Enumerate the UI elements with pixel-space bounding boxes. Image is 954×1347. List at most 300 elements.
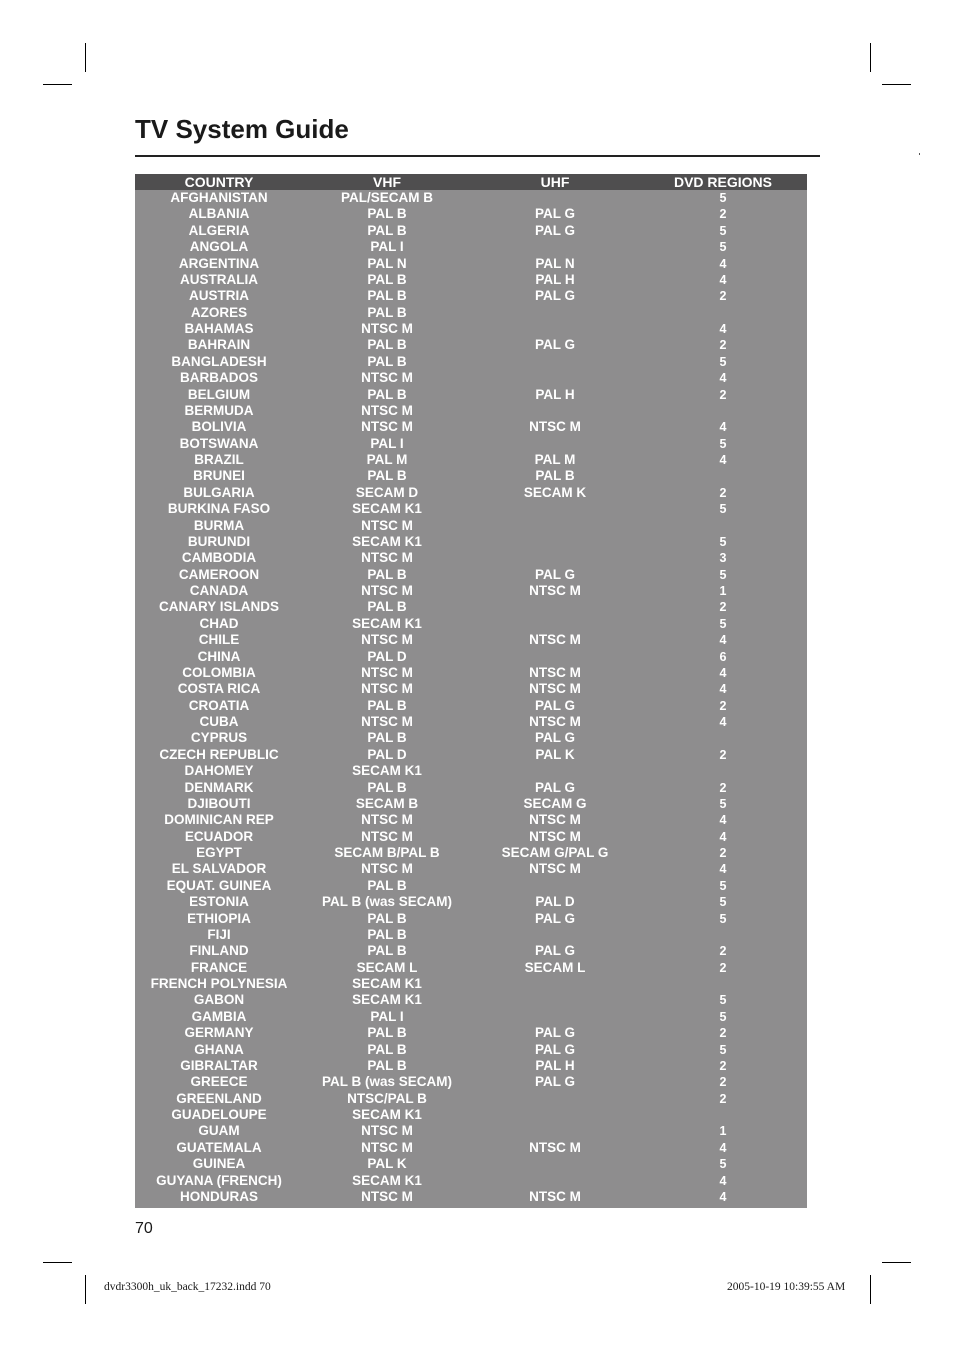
cell-vhf: NTSC M bbox=[361, 714, 413, 729]
cell-uhf bbox=[471, 1091, 639, 1107]
cell-dvd-region: 4 bbox=[719, 665, 727, 680]
cell-country: GUYANA (FRENCH) bbox=[156, 1172, 282, 1188]
cell-dvd-region: 2 bbox=[719, 600, 727, 615]
cell-country: DOMINICAN REP bbox=[164, 812, 274, 828]
cell-dvd-region: 5 bbox=[719, 796, 727, 811]
table-row bbox=[135, 190, 807, 206]
cell-dvd-region: 2 bbox=[719, 1026, 727, 1041]
cell-uhf: PAL H bbox=[535, 1057, 575, 1073]
table-row bbox=[135, 1009, 807, 1025]
cell-country: CHINA bbox=[197, 648, 241, 664]
cell-dvd-region: 4 bbox=[719, 682, 727, 697]
cell-country: BARBADOS bbox=[179, 370, 258, 386]
footer-timestamp: 2005-10-19 10:39:55 AM bbox=[727, 1281, 846, 1293]
cell-vhf: SECAM K1 bbox=[352, 1107, 422, 1122]
cell-vhf: PAL B bbox=[367, 877, 407, 893]
cell-uhf bbox=[471, 992, 639, 1008]
cell-country: AUSTRALIA bbox=[180, 271, 258, 287]
cell-vhf: PAL I bbox=[370, 435, 404, 451]
cell-vhf: NTSC M bbox=[361, 828, 413, 844]
cell-dvd-region: 2 bbox=[719, 338, 727, 353]
cell-dvd-region: 4 bbox=[719, 862, 727, 877]
cell-country: FRANCE bbox=[190, 959, 248, 975]
cell-dvd-region: 4 bbox=[719, 453, 727, 467]
page-number: 70 bbox=[135, 1220, 153, 1237]
table-row bbox=[135, 829, 807, 845]
cell-uhf bbox=[471, 354, 639, 370]
cell-country: BANGLADESH bbox=[171, 353, 267, 369]
cell-uhf bbox=[471, 1009, 639, 1025]
table-row bbox=[135, 534, 807, 550]
crop-mark-bottom-right-v bbox=[870, 1275, 871, 1304]
cell-vhf: PAL B bbox=[367, 697, 407, 713]
table-row bbox=[135, 305, 807, 321]
cell-country: GABON bbox=[193, 992, 245, 1008]
cell-uhf: PAL H bbox=[535, 271, 575, 287]
footer-file-name: dvdr3300h_uk_back_17232.indd 70 bbox=[104, 1281, 271, 1293]
cell-vhf: NTSC M bbox=[361, 664, 413, 680]
table-row bbox=[135, 468, 807, 484]
cell-dvd-region: 5 bbox=[719, 616, 727, 631]
cell-uhf bbox=[471, 550, 639, 566]
cell-vhf: NTSC M bbox=[361, 1139, 413, 1155]
cell-vhf: NTSC M bbox=[361, 550, 413, 566]
cell-uhf: PAL G bbox=[534, 337, 575, 353]
margin-tick bbox=[919, 153, 920, 155]
cell-vhf: PAL/SECAM B bbox=[340, 190, 433, 205]
crop-mark-top-left-v bbox=[85, 43, 86, 72]
cell-dvd-region: 5 bbox=[719, 895, 727, 910]
cell-country: DAHOMEY bbox=[184, 763, 254, 779]
cell-country: EQUAT. GUINEA bbox=[166, 877, 272, 893]
cell-uhf: PAL G bbox=[534, 943, 575, 959]
cell-country: ALGERIA bbox=[188, 222, 250, 238]
cell-country: BURKINA FASO bbox=[167, 501, 271, 517]
cell-dvd-region bbox=[639, 927, 807, 943]
cell-uhf: NTSC M bbox=[529, 681, 581, 697]
crop-mark-bottom-right-h bbox=[882, 1262, 911, 1263]
cell-uhf bbox=[471, 763, 639, 779]
cell-uhf: PAL B bbox=[535, 468, 575, 484]
cell-country: ANGOLA bbox=[189, 239, 249, 255]
table-row bbox=[135, 567, 807, 583]
cell-uhf: NTSC M bbox=[529, 1139, 581, 1155]
cell-dvd-region: 5 bbox=[719, 1042, 727, 1057]
cell-vhf: NTSC M bbox=[361, 812, 413, 828]
cell-vhf: PAL K bbox=[367, 1156, 407, 1172]
table-row bbox=[135, 812, 807, 828]
cell-uhf bbox=[471, 190, 639, 206]
table-body bbox=[135, 190, 807, 1205]
cell-vhf: NTSC M bbox=[361, 681, 413, 697]
cell-country: GREENLAND bbox=[176, 1090, 262, 1106]
cell-uhf bbox=[471, 878, 639, 894]
cell-country: BAHAMAS bbox=[184, 321, 254, 336]
cell-uhf: PAL K bbox=[535, 746, 575, 762]
cell-dvd-region: 4 bbox=[719, 420, 727, 435]
cell-vhf: PAL B bbox=[367, 468, 407, 484]
cell-country: FIJI bbox=[207, 926, 231, 942]
cell-vhf: SECAM B/PAL B bbox=[334, 845, 440, 860]
cell-country: CANARY ISLANDS bbox=[158, 599, 279, 615]
cell-dvd-region: 4 bbox=[719, 256, 727, 271]
table-row bbox=[135, 518, 807, 534]
cell-vhf: SECAM K1 bbox=[352, 976, 422, 991]
cell-dvd-region: 4 bbox=[719, 1140, 727, 1155]
table-row bbox=[135, 550, 807, 566]
cell-country: EGYPT bbox=[196, 845, 242, 860]
cell-uhf bbox=[471, 599, 639, 615]
cell-vhf: PAL B bbox=[367, 730, 407, 746]
cell-dvd-region: 5 bbox=[719, 911, 727, 926]
cell-country: CZECH REPUBLIC bbox=[159, 746, 279, 762]
table-row bbox=[135, 321, 807, 337]
cell-uhf: NTSC M bbox=[529, 419, 581, 435]
cell-dvd-region: 4 bbox=[719, 272, 727, 287]
cell-country: DENMARK bbox=[184, 779, 254, 795]
table-row bbox=[135, 1042, 807, 1058]
cell-uhf bbox=[471, 370, 639, 386]
cell-uhf: NTSC M bbox=[529, 812, 581, 828]
cell-vhf: NTSC M bbox=[361, 402, 413, 418]
cell-dvd-region: 5 bbox=[719, 1009, 727, 1024]
cell-vhf: PAL B (was SECAM) bbox=[321, 894, 453, 910]
table-row bbox=[135, 747, 807, 763]
cell-vhf: NTSC M bbox=[361, 370, 413, 386]
crop-mark-top-right-v bbox=[870, 43, 871, 72]
table-header bbox=[135, 174, 807, 190]
table-row bbox=[135, 665, 807, 681]
cell-dvd-region: 5 bbox=[719, 878, 727, 893]
cell-uhf: NTSC M bbox=[529, 664, 581, 680]
cell-dvd-region: 2 bbox=[719, 485, 727, 500]
cell-dvd-region bbox=[639, 763, 807, 779]
cell-vhf: NTSC M bbox=[361, 419, 413, 435]
cell-uhf bbox=[471, 534, 639, 550]
cell-country: BURMA bbox=[193, 517, 245, 533]
table-row bbox=[135, 1107, 807, 1123]
cell-country: DJIBOUTI bbox=[187, 795, 251, 811]
table-row bbox=[135, 272, 807, 288]
cell-country: GUATEMALA bbox=[176, 1139, 262, 1155]
cell-dvd-region: 2 bbox=[719, 780, 727, 795]
cell-dvd-region: 4 bbox=[719, 715, 727, 729]
cell-country: FRENCH POLYNESIA bbox=[150, 976, 288, 991]
cell-dvd-region bbox=[639, 518, 807, 534]
cell-vhf: PAL B bbox=[367, 943, 407, 959]
cell-uhf bbox=[471, 403, 639, 419]
cell-dvd-region: 3 bbox=[719, 551, 727, 566]
cell-dvd-region: 4 bbox=[719, 813, 727, 828]
header-country: COUNTRY bbox=[184, 174, 254, 190]
cell-uhf bbox=[471, 239, 639, 255]
cell-dvd-region: 2 bbox=[719, 698, 727, 713]
cell-vhf: PAL D bbox=[367, 746, 407, 762]
table-row bbox=[135, 370, 807, 386]
table-row bbox=[135, 485, 807, 501]
table-row bbox=[135, 1091, 807, 1107]
cell-country: FINLAND bbox=[189, 943, 249, 959]
cell-uhf bbox=[471, 927, 639, 943]
cell-uhf: NTSC M bbox=[529, 828, 581, 844]
cell-vhf: NTSC M bbox=[361, 632, 413, 648]
cell-country: BRAZIL bbox=[194, 452, 244, 467]
cell-uhf bbox=[471, 501, 639, 517]
cell-dvd-region bbox=[639, 305, 807, 321]
cell-uhf: SECAM G bbox=[523, 795, 587, 811]
crop-mark-bottom-left-h bbox=[43, 1262, 72, 1263]
cell-dvd-region: 5 bbox=[719, 993, 727, 1008]
cell-vhf: PAL I bbox=[370, 1008, 404, 1024]
tv-system-table bbox=[135, 174, 807, 1208]
cell-dvd-region bbox=[639, 403, 807, 419]
cell-country: GUINEA bbox=[192, 1156, 246, 1172]
title-rule bbox=[135, 155, 820, 157]
cell-uhf: PAL M bbox=[534, 452, 576, 467]
cell-uhf: PAL H bbox=[535, 386, 575, 402]
cell-vhf: PAL B bbox=[367, 926, 407, 942]
cell-country: AFGHANISTAN bbox=[170, 190, 268, 205]
cell-country: BAHRAIN bbox=[187, 337, 251, 353]
cell-dvd-region: 2 bbox=[719, 747, 727, 762]
cell-vhf: SECAM L bbox=[356, 959, 418, 975]
table-row bbox=[135, 861, 807, 877]
table-row bbox=[135, 763, 807, 779]
table-row bbox=[135, 730, 807, 746]
cell-dvd-region: 5 bbox=[719, 191, 727, 205]
table-row bbox=[135, 976, 807, 992]
cell-dvd-region: 2 bbox=[719, 1075, 727, 1090]
cell-dvd-region: 2 bbox=[719, 289, 727, 304]
cell-vhf: PAL B bbox=[367, 386, 407, 402]
page-title: TV System Guide bbox=[135, 114, 349, 144]
cell-dvd-region bbox=[639, 976, 807, 992]
cell-vhf: PAL B bbox=[367, 1041, 407, 1057]
cell-vhf: SECAM K1 bbox=[352, 533, 422, 549]
cell-uhf: NTSC M bbox=[529, 583, 581, 598]
cell-vhf: PAL B bbox=[367, 1025, 407, 1041]
cell-vhf: SECAM D bbox=[355, 484, 419, 500]
cell-country: CAMEROON bbox=[178, 566, 260, 582]
cell-country: CYPRUS bbox=[190, 730, 248, 746]
cell-dvd-region bbox=[639, 1107, 807, 1123]
table-row bbox=[135, 1173, 807, 1189]
cell-country: ESTONIA bbox=[189, 894, 249, 910]
cell-uhf: PAL N bbox=[535, 255, 575, 271]
cell-country: BERMUDA bbox=[184, 402, 254, 418]
table-row bbox=[135, 354, 807, 370]
cell-vhf: NTSC/PAL B bbox=[347, 1090, 427, 1106]
table-row bbox=[135, 894, 807, 910]
table-row bbox=[135, 960, 807, 976]
table-row bbox=[135, 1189, 807, 1205]
cell-country: ARGENTINA bbox=[178, 255, 260, 271]
cell-uhf: PAL D bbox=[535, 894, 575, 910]
header-vhf: VHF bbox=[373, 174, 401, 190]
cell-vhf: NTSC M bbox=[361, 321, 413, 336]
cell-dvd-region: 5 bbox=[719, 240, 727, 255]
cell-country: COLOMBIA bbox=[182, 664, 256, 680]
table-row bbox=[135, 780, 807, 796]
cell-vhf: PAL B bbox=[367, 599, 407, 615]
cell-vhf: NTSC M bbox=[361, 1123, 413, 1139]
table-row bbox=[135, 239, 807, 255]
cell-dvd-region bbox=[639, 730, 807, 746]
table-row bbox=[135, 206, 807, 222]
cell-uhf: NTSC M bbox=[529, 632, 581, 648]
cell-country: HONDURAS bbox=[179, 1188, 258, 1204]
cell-uhf bbox=[471, 1107, 639, 1123]
header-dvd-regions: DVD REGIONS bbox=[673, 174, 772, 190]
table-row bbox=[135, 1025, 807, 1041]
table-row bbox=[135, 403, 807, 419]
table-row bbox=[135, 452, 807, 468]
cell-vhf: NTSC M bbox=[361, 517, 413, 533]
table-row bbox=[135, 796, 807, 812]
cell-uhf bbox=[471, 649, 639, 665]
cell-dvd-region: 5 bbox=[719, 502, 727, 517]
cell-uhf: PAL G bbox=[534, 288, 575, 304]
cell-dvd-region: 2 bbox=[719, 387, 727, 402]
cell-country: ECUADOR bbox=[184, 828, 254, 844]
cell-uhf bbox=[471, 1173, 639, 1189]
cell-vhf: PAL B bbox=[367, 779, 407, 795]
cell-vhf: PAL B (was SECAM) bbox=[321, 1074, 453, 1090]
cell-dvd-region: 5 bbox=[719, 354, 727, 369]
table-row bbox=[135, 436, 807, 452]
cell-vhf: PAL D bbox=[367, 648, 407, 664]
table-row bbox=[135, 387, 807, 403]
cell-vhf: PAL B bbox=[367, 288, 407, 304]
cell-uhf bbox=[471, 976, 639, 992]
cell-country: CHILE bbox=[198, 632, 240, 648]
cell-dvd-region: 2 bbox=[719, 960, 727, 975]
cell-dvd-region: 1 bbox=[719, 584, 727, 598]
cell-dvd-region: 6 bbox=[719, 649, 727, 664]
cell-uhf: SECAM G/PAL G bbox=[501, 845, 609, 860]
table-row bbox=[135, 698, 807, 714]
table-row bbox=[135, 583, 807, 599]
cell-vhf: SECAM K1 bbox=[352, 501, 422, 517]
cell-dvd-region: 4 bbox=[719, 1189, 727, 1204]
cell-country: GREECE bbox=[190, 1074, 248, 1090]
cell-dvd-region: 5 bbox=[719, 1157, 727, 1172]
cell-country: AZORES bbox=[190, 304, 248, 320]
table-row bbox=[135, 1156, 807, 1172]
cell-country: GAMBIA bbox=[191, 1008, 247, 1024]
cell-uhf bbox=[471, 616, 639, 632]
cell-dvd-region: 4 bbox=[719, 633, 727, 648]
cell-uhf: PAL G bbox=[534, 910, 575, 926]
cell-vhf: NTSC M bbox=[361, 861, 413, 877]
cell-vhf: PAL B bbox=[367, 1057, 407, 1073]
cell-dvd-region: 5 bbox=[719, 223, 727, 238]
cell-country: AUSTRIA bbox=[189, 288, 249, 304]
cell-country: CHAD bbox=[199, 615, 239, 631]
cell-vhf: PAL B bbox=[367, 304, 407, 320]
cell-uhf: NTSC M bbox=[529, 1188, 581, 1204]
cell-vhf: PAL B bbox=[367, 222, 407, 238]
cell-country: EL SALVADOR bbox=[171, 861, 267, 877]
cell-dvd-region: 4 bbox=[719, 371, 727, 386]
cell-country: GHANA bbox=[194, 1041, 244, 1057]
cell-uhf: PAL G bbox=[534, 1025, 575, 1041]
crop-mark-top-right-h bbox=[882, 84, 911, 85]
cell-dvd-region: 1 bbox=[719, 1124, 727, 1139]
cell-dvd-region: 4 bbox=[719, 322, 727, 336]
crop-mark-top-left-h bbox=[43, 84, 72, 85]
cell-dvd-region bbox=[639, 468, 807, 484]
cell-uhf: SECAM K bbox=[523, 484, 587, 500]
cell-vhf: PAL B bbox=[367, 910, 407, 926]
cell-uhf: NTSC M bbox=[529, 861, 581, 877]
cell-country: CANADA bbox=[189, 583, 249, 598]
header-uhf: UHF bbox=[540, 174, 570, 190]
cell-dvd-region: 5 bbox=[719, 436, 727, 451]
cell-uhf: PAL G bbox=[534, 779, 575, 795]
table-row bbox=[135, 649, 807, 665]
cell-vhf: PAL B bbox=[367, 271, 407, 287]
table-row bbox=[135, 223, 807, 239]
cell-vhf: NTSC M bbox=[361, 1188, 413, 1204]
cell-vhf: PAL M bbox=[366, 452, 408, 467]
cell-dvd-region: 2 bbox=[719, 1091, 727, 1106]
cell-country: GUADELOUPE bbox=[171, 1107, 267, 1122]
table-row bbox=[135, 616, 807, 632]
cell-uhf: SECAM L bbox=[524, 959, 586, 975]
cell-uhf: PAL G bbox=[534, 730, 575, 746]
crop-mark-bottom-left-v bbox=[85, 1275, 86, 1304]
table-row bbox=[135, 501, 807, 517]
cell-vhf: SECAM K1 bbox=[352, 615, 422, 631]
cell-uhf bbox=[471, 436, 639, 452]
cell-vhf: PAL N bbox=[367, 255, 407, 271]
cell-country: BURUNDI bbox=[187, 533, 251, 549]
cell-uhf: PAL G bbox=[534, 1074, 575, 1090]
cell-country: ETHIOPIA bbox=[187, 910, 251, 926]
cell-country: BELGIUM bbox=[187, 386, 251, 402]
table-row bbox=[135, 1058, 807, 1074]
cell-dvd-region: 2 bbox=[719, 846, 727, 860]
cell-country: ALBANIA bbox=[188, 206, 250, 222]
table-row bbox=[135, 943, 807, 959]
table-row bbox=[135, 1140, 807, 1156]
cell-uhf bbox=[471, 1123, 639, 1139]
table-row bbox=[135, 1074, 807, 1090]
cell-vhf: PAL B bbox=[367, 337, 407, 353]
cell-uhf bbox=[471, 305, 639, 321]
table-row bbox=[135, 337, 807, 353]
cell-country: COSTA RICA bbox=[177, 681, 261, 697]
table-row bbox=[135, 878, 807, 894]
cell-vhf: SECAM K1 bbox=[352, 763, 422, 779]
cell-country: CROATIA bbox=[188, 697, 250, 713]
table-row bbox=[135, 256, 807, 272]
table-row bbox=[135, 288, 807, 304]
table-row bbox=[135, 927, 807, 943]
cell-uhf: PAL G bbox=[534, 1041, 575, 1057]
cell-vhf: SECAM K1 bbox=[352, 1172, 422, 1188]
cell-vhf: PAL B bbox=[367, 206, 407, 222]
cell-dvd-region: 2 bbox=[719, 1058, 727, 1073]
cell-uhf bbox=[471, 518, 639, 534]
cell-uhf: PAL G bbox=[534, 566, 575, 582]
cell-uhf: NTSC M bbox=[529, 714, 581, 729]
cell-vhf: SECAM B bbox=[355, 795, 419, 811]
table-row bbox=[135, 419, 807, 435]
cell-country: GUAM bbox=[198, 1123, 240, 1139]
cell-uhf: PAL G bbox=[534, 697, 575, 713]
